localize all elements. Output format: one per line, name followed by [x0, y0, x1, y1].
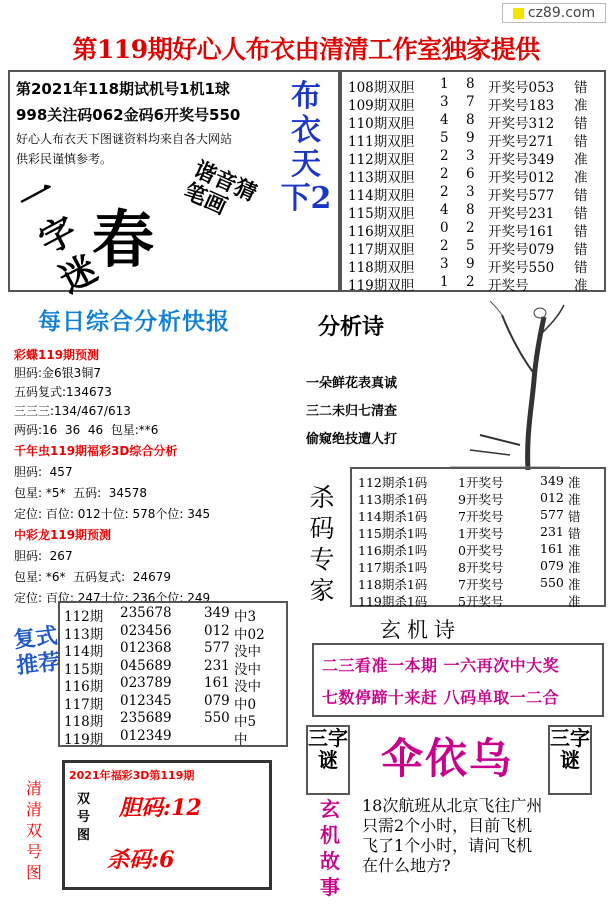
history-num1: 1: [440, 274, 449, 290]
riddle-hint: 谐音猜笔画: [179, 156, 261, 220]
story-riddle: [362, 796, 542, 876]
history-award: 开奖号577: [488, 188, 555, 204]
history-num2: 7: [466, 94, 475, 110]
compound-award: 550: [204, 710, 230, 726]
kill-code: 杀码:6: [107, 847, 175, 873]
kill-award: 161: [540, 541, 564, 556]
history-result: 错: [574, 260, 588, 276]
story-line: 飞了1个小时，请问飞机: [362, 836, 533, 855]
caution-note-line: 供彩民谨慎参考。: [16, 152, 113, 166]
history-award: 开奖号349: [488, 152, 555, 168]
compound-nums: 012368: [120, 640, 172, 656]
kill-value: 7开奖号: [458, 509, 504, 524]
kill-value: 8开奖号: [458, 560, 504, 575]
history-award: 开奖号183: [488, 98, 555, 114]
history-num2: 9: [466, 256, 475, 272]
compound-issue: 113期: [64, 626, 104, 643]
history-issue: 111期双胆: [348, 134, 415, 150]
history-num2: 2: [466, 274, 475, 290]
kill-award: 550: [540, 575, 564, 590]
kill-result: 准: [568, 594, 581, 609]
history-num1: 3: [440, 256, 449, 272]
compound-nums: 045689: [120, 657, 172, 674]
compound-result: 没中: [234, 661, 261, 678]
history-num2: 9: [466, 130, 475, 146]
history-result: 错: [574, 242, 588, 258]
kill-award: 349: [540, 473, 564, 488]
compound-issue: 118期: [64, 714, 104, 730]
history-num2: 8: [466, 202, 475, 218]
compound-result: 中02: [234, 626, 265, 643]
history-result: 准: [574, 278, 588, 294]
compound-award: 349: [204, 605, 230, 621]
history-issue: 108期双胆: [348, 80, 415, 96]
history-result: 错: [574, 116, 588, 132]
history-num2: 8: [466, 112, 475, 128]
watermark: [502, 3, 606, 23]
compound-issue: 115期: [64, 661, 104, 678]
bug-heading: 千年虫119期福彩3D综合分析: [14, 444, 178, 458]
compound-issue: 112期: [64, 609, 104, 625]
trial-number-line: 第2021年118期试机号1机1球: [16, 80, 230, 98]
kill-value: 0开奖号: [458, 543, 504, 558]
kill-issue: 113期杀1码: [358, 492, 428, 507]
compound-issue: 114期: [64, 644, 104, 660]
history-issue: 116期双胆: [348, 224, 415, 240]
history-result: 准: [574, 98, 588, 114]
riddle-character: 春: [92, 203, 155, 276]
kill-result: 准: [568, 560, 581, 575]
dragon-heading: 中彩龙119期预测: [14, 528, 112, 542]
history-num1: 4: [440, 112, 449, 128]
history-table: [340, 70, 606, 292]
history-issue: 117期双胆: [348, 242, 415, 258]
history-result: 错: [574, 206, 588, 222]
kill-award: 231: [540, 524, 564, 539]
story-line: 只需2个小时，目前飞机: [362, 816, 533, 835]
history-award: 开奖号231: [488, 206, 555, 222]
history-num2: 8: [466, 76, 475, 92]
compound-nums: 023456: [120, 622, 172, 639]
kill-result: 准: [568, 577, 581, 592]
history-num1: 4: [440, 202, 449, 218]
history-award: 开奖号161: [488, 224, 555, 240]
kill-issue: 119期杀1码: [358, 594, 428, 609]
bug-line: 胆码: 457: [14, 465, 73, 479]
history-num2: 3: [466, 148, 475, 164]
butterfly-line: 三三三:134/467/613: [14, 404, 131, 418]
focus-code-line: 998关注码062金码6开奖号550: [16, 106, 241, 124]
history-num2: 6: [466, 166, 475, 182]
history-award: 开奖号550: [488, 260, 555, 276]
page-title: 第119期好心人布衣由清清工作室独家提供: [72, 35, 540, 64]
three-char-answer: 伞依乌: [380, 734, 513, 783]
history-issue: 119期双胆: [348, 278, 415, 294]
kill-value: 1开奖号: [458, 475, 504, 490]
story-line: 在什么地方?: [362, 856, 451, 875]
story-line: 18次航班从北京飞往广州: [362, 796, 543, 815]
double-chart-heading: 2021年福彩3D第119期: [69, 769, 195, 782]
kill-value: 5开奖号: [458, 594, 504, 609]
bug-line: 定位: 百位: 012十位: 578个位: 345: [14, 507, 211, 521]
kill-issue: 117期杀1吗: [358, 560, 428, 575]
history-num1: 2: [440, 148, 449, 164]
compound-result: 中5: [234, 714, 257, 730]
history-num1: 0: [440, 220, 449, 236]
history-num2: 3: [466, 184, 475, 200]
kill-issue: 116期杀1吗: [358, 543, 428, 558]
daily-report-title: 每日综合分析快报: [38, 308, 230, 335]
compound-award: 577: [204, 640, 230, 656]
xuanji-line: 七数停蹄十来赶 八码单取一二合: [322, 688, 560, 707]
butterfly-line: 胆码:金6银3铜7: [14, 366, 101, 380]
analysis-poem-line: 一朵鲜花表真诚: [306, 376, 398, 391]
compound-result: 中0: [234, 696, 257, 713]
history-result: 错: [574, 80, 588, 96]
kill-issue: 118期杀1码: [358, 577, 428, 592]
history-num1: 2: [440, 184, 449, 200]
history-award: 开奖号312: [488, 116, 555, 132]
history-result: 准: [574, 152, 588, 168]
compound-result: 中3: [234, 609, 257, 625]
kill-result: 准: [568, 492, 581, 507]
compound-nums: 235689: [120, 710, 172, 726]
kill-value: 9开奖号: [458, 492, 504, 507]
watermark-text: cz89.com: [527, 5, 596, 21]
history-award: 开奖号: [488, 278, 529, 294]
story-label: 玄机故事: [320, 797, 340, 899]
kill-result: 准: [568, 543, 581, 558]
history-issue: 114期双胆: [348, 188, 415, 204]
butterfly-line: 五码复式:134673: [14, 385, 112, 399]
history-result: 准: [574, 170, 588, 186]
xuanji-line: 二三看准一本期 一六再次中大奖: [322, 656, 560, 675]
kill-result: 准: [568, 475, 581, 490]
compound-nums: 023789: [120, 675, 172, 691]
kill-expert-label: 杀码专家: [309, 483, 335, 605]
kill-issue: 115期杀1吗: [358, 526, 428, 541]
compound-table: [58, 601, 288, 747]
history-award: 开奖号012: [488, 170, 555, 186]
xuanji-poem-box: [312, 643, 604, 717]
watermark-square-icon: [513, 8, 524, 19]
history-award: 开奖号271: [488, 134, 555, 150]
kill-award: 012: [540, 490, 564, 505]
history-num1: 5: [440, 130, 449, 146]
double-chart-vertical: 双号图: [77, 792, 91, 843]
kill-value: 1开奖号: [458, 526, 504, 541]
compound-issue: 117期: [64, 696, 104, 713]
history-num2: 2: [466, 220, 475, 236]
history-issue: 115期双胆: [348, 206, 415, 222]
compound-nums: 012345: [120, 692, 172, 709]
history-issue: 112期双胆: [348, 152, 415, 168]
compound-issue: 119期: [64, 731, 104, 748]
compound-award: 231: [204, 657, 230, 674]
kill-result: 错: [568, 526, 581, 541]
analysis-poem-line: 偷窥绝技遭人打: [306, 432, 398, 447]
compound-result: 中: [234, 731, 248, 748]
compound-result: 没中: [234, 644, 261, 660]
history-issue: 109期双胆: [348, 98, 415, 114]
compound-result: 没中: [234, 679, 261, 695]
history-num1: 3: [440, 94, 449, 110]
analysis-poem-line: 三二未归七清查: [306, 404, 398, 419]
analysis-poem-title: 分析诗: [318, 314, 385, 340]
history-result: 错: [574, 134, 588, 150]
history-result: 错: [574, 224, 588, 240]
compound-label: 复式推荐: [12, 622, 62, 680]
source-note-line: 好心人布衣天下图谜资料均来自各大网站: [16, 132, 233, 146]
tree-sketch-icon: [440, 295, 570, 470]
compound-nums: 235678: [120, 605, 172, 621]
one-char-riddle-label: 一字迷: [11, 169, 105, 302]
history-award: 开奖号053: [488, 80, 555, 96]
dragon-line: 定位: 百位: 247十位: 236个位: 249: [14, 591, 211, 605]
kill-issue: 114期杀1码: [358, 509, 428, 524]
kill-award: 079: [540, 558, 564, 573]
dan-code: 胆码:12: [119, 795, 202, 821]
kill-result: 错: [568, 509, 581, 524]
history-num1: 2: [440, 238, 449, 254]
butterfly-heading: 彩蝶119期预测: [14, 348, 100, 362]
compound-award: 161: [204, 675, 230, 691]
dragon-line: 胆码: 267: [14, 549, 73, 563]
kill-issue: 112期杀1码: [358, 475, 428, 490]
double-chart-label: 清清双号图: [25, 779, 42, 882]
kill-award: 577: [540, 507, 564, 522]
double-chart-box: [62, 760, 272, 890]
bug-line: 包星: *5* 五码: 34578: [14, 486, 147, 500]
compound-issue: 116期: [64, 679, 104, 695]
history-num1: 2: [440, 166, 449, 182]
compound-award: 012: [204, 622, 230, 639]
dragon-line: 包星: *6* 五码复式: 24679: [14, 570, 171, 584]
compound-nums: 012349: [120, 727, 172, 744]
history-award: 开奖号079: [488, 242, 555, 258]
xuanji-poem-title: 玄机诗: [380, 618, 461, 642]
history-num1: 1: [440, 76, 449, 92]
compound-award: 079: [204, 692, 230, 709]
butterfly-line: 两码:16 36 46 包星:**6: [14, 423, 159, 437]
history-result: 错: [574, 188, 588, 204]
brand-vertical: 布衣天下2: [280, 79, 332, 216]
history-issue: 113期双胆: [348, 170, 415, 186]
three-char-label-left: 三字谜: [306, 725, 350, 795]
history-num2: 5: [466, 238, 475, 254]
kill-value: 7开奖号: [458, 577, 504, 592]
history-issue: 118期双胆: [348, 260, 415, 276]
history-issue: 110期双胆: [348, 116, 415, 132]
three-char-label-right: 三字谜: [548, 725, 592, 795]
kill-table: [350, 467, 606, 607]
